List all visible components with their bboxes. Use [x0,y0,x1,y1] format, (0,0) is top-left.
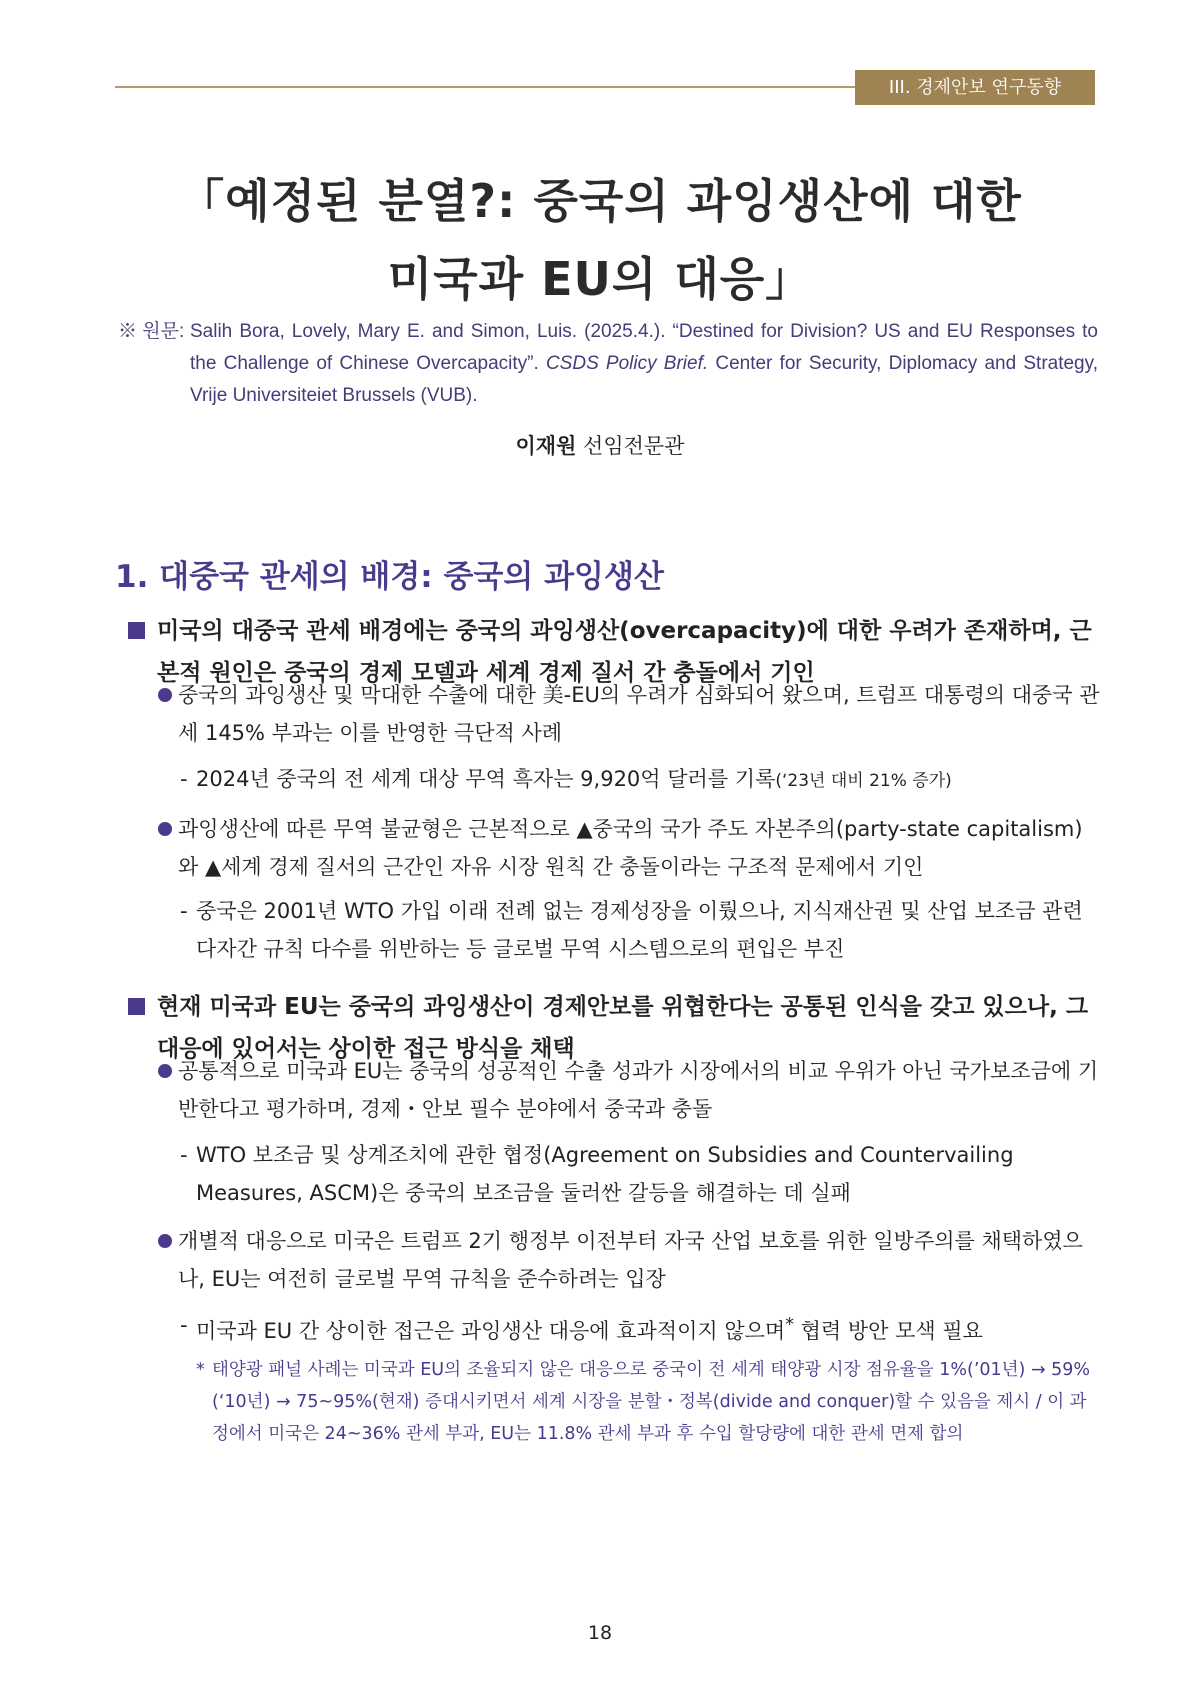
section-heading: 1. 대중국 관세의 배경: 중국의 과잉생산 [115,559,664,595]
point-1-bullet-2-sub-text: 중국은 2001년 WTO 가입 이래 전례 없는 경제성장을 이뤘으나, 지식재산권 및 산업 보조금 관련 다자간 규칙 다수를 위반하는 등 글로벌 무역 시스템으로의 편입은 부진 [196,899,1083,961]
point-2-bullet-2-text: 개별적 대응으로 미국은 트럼프 2기 행정부 이전부터 자국 산업 보호를 위한 일방주의를 채택하였으나, EU는 여전히 글로벌 무역 규칙을 준수하려는 입장 [178,1229,1083,1291]
point-1-bullet-2-text: 과잉생산에 따른 무역 불균형은 근본적으로 ▲중국의 국가 주도 자본주의(party-state capitalism)와 ▲세계 경제 질서의 근간인 자유 시장 원칙 간 충돌이라는 구조적 문제에서 기인 [178,817,1083,879]
author-line [0,430,1200,460]
section-tag: III. 경제안보 연구동향 [855,70,1095,105]
source-journal: CSDS Policy Brief. [545,353,709,374]
point-1-bullet-2-sub [180,892,1100,968]
source-text [190,316,1098,412]
asterisk-marker: * [196,1360,205,1380]
title-line-1: 「예정된 분열?: 중국의 과잉생산에 대한 [178,174,1022,228]
page-title [100,162,1100,318]
header-rule [115,86,855,88]
page-number: 18 [587,1622,613,1644]
point-2-bullet-2-sub [180,1306,1100,1350]
title-line-2: 미국과 EU의 대응」 [387,252,813,306]
dash-marker: - [180,1313,188,1337]
dash-marker: - [180,1143,188,1167]
source-text-before: Salih Bora, Lovely, Mary E. and Simon, Luis. (2025.4.). “Destined for Division? US and EU Responses to the Challenge of Chinese Overcapacity”. [190,321,1098,374]
source-label: ※ 원문: [118,321,185,342]
circle-bullet-icon [158,688,172,702]
author-role: 선임전문관 [583,434,685,458]
author-name: 이재원 [515,434,577,458]
point-2-bullet-1-sub-text: WTO 보조금 및 상계조치에 관한 협정(Agreement on Subsidies and Countervailing Measures, ASCM)은 중국의 보조금을 둘러싼 갈등을 해결하는 데 실패 [196,1143,1014,1205]
point-2-bullet-1-sub [180,1136,1100,1212]
point-1-bullet-1-sub-text: 2024년 중국의 전 세계 대상 무역 흑자는 9,920억 달러를 기록 [196,767,776,791]
point-2-main-text: 현재 미국과 EU는 중국의 과잉생산이 경제안보를 위협한다는 공통된 인식을 갖고 있으나, 그 대응에 있어서는 상이한 접근 방식을 채택 [157,994,1089,1062]
circle-bullet-icon [158,1234,172,1248]
footnote-text: 태양광 패널 사례는 미국과 EU의 조율되지 않은 대응으로 중국이 전 세계 태양광 시장 점유율을 1%(’01년) → 59%(‘10년) → 75~95%(현재) 증대시키면서 세계 시장을 분할・정복(divide and conquer)할 수 있음을 제시 / 이 과정에서 미국은 24~36% 관세 부과, EU는 11.8% 관세 부과 후 수입 할당량에 대한 관세 면제 합의 [212,1360,1091,1444]
source-text-after: Center for Security, Diplomacy and Strategy, Vrije Universiteiet Brussels (VUB). [190,353,1098,406]
point-1-bullet-1 [156,676,1100,752]
footnote [196,1354,1100,1450]
point-1-main-text: 미국의 대중국 관세 배경에는 중국의 과잉생산(overcapacity)에 대한 우려가 존재하며, 근본적 원인은 중국의 경제 모델과 세계 경제 질서 간 충돌에서 기인 [157,618,1092,686]
point-2-bullet-1-text: 공통적으로 미국과 EU는 중국의 성공적인 수출 성과가 시장에서의 비교 우위가 아닌 국가보조금에 기반한다고 평가하며, 경제・안보 필수 분야에서 중국과 충돌 [178,1059,1099,1121]
square-bullet-icon [128,622,145,639]
point-2-bullet-2-sub-tail: 협력 방안 모색 필요 [793,1319,983,1343]
source-citation [118,316,1098,412]
dash-marker: - [180,767,188,791]
point-2-bullet-2-sub-text: 미국과 EU 간 상이한 접근은 과잉생산 대응에 효과적이지 않으며 [196,1319,786,1343]
point-1-bullet-1-sub-note: (‘23년 대비 21% 증가) [775,771,952,791]
point-1-bullet-2 [156,810,1100,886]
point-2-bullet-1 [156,1052,1100,1128]
square-bullet-icon [128,998,145,1015]
dash-marker: - [180,899,188,923]
point-1-bullet-1-text: 중국의 과잉생산 및 막대한 수출에 대한 美-EU의 우려가 심화되어 왔으며, 트럼프 대통령의 대중국 관세 145% 부과는 이를 반영한 극단적 사례 [178,683,1100,745]
circle-bullet-icon [158,822,172,836]
point-2-bullet-2 [156,1222,1100,1298]
footnote-marker: * [785,1315,794,1335]
point-1-bullet-1-sub [180,760,1100,800]
circle-bullet-icon [158,1064,172,1078]
